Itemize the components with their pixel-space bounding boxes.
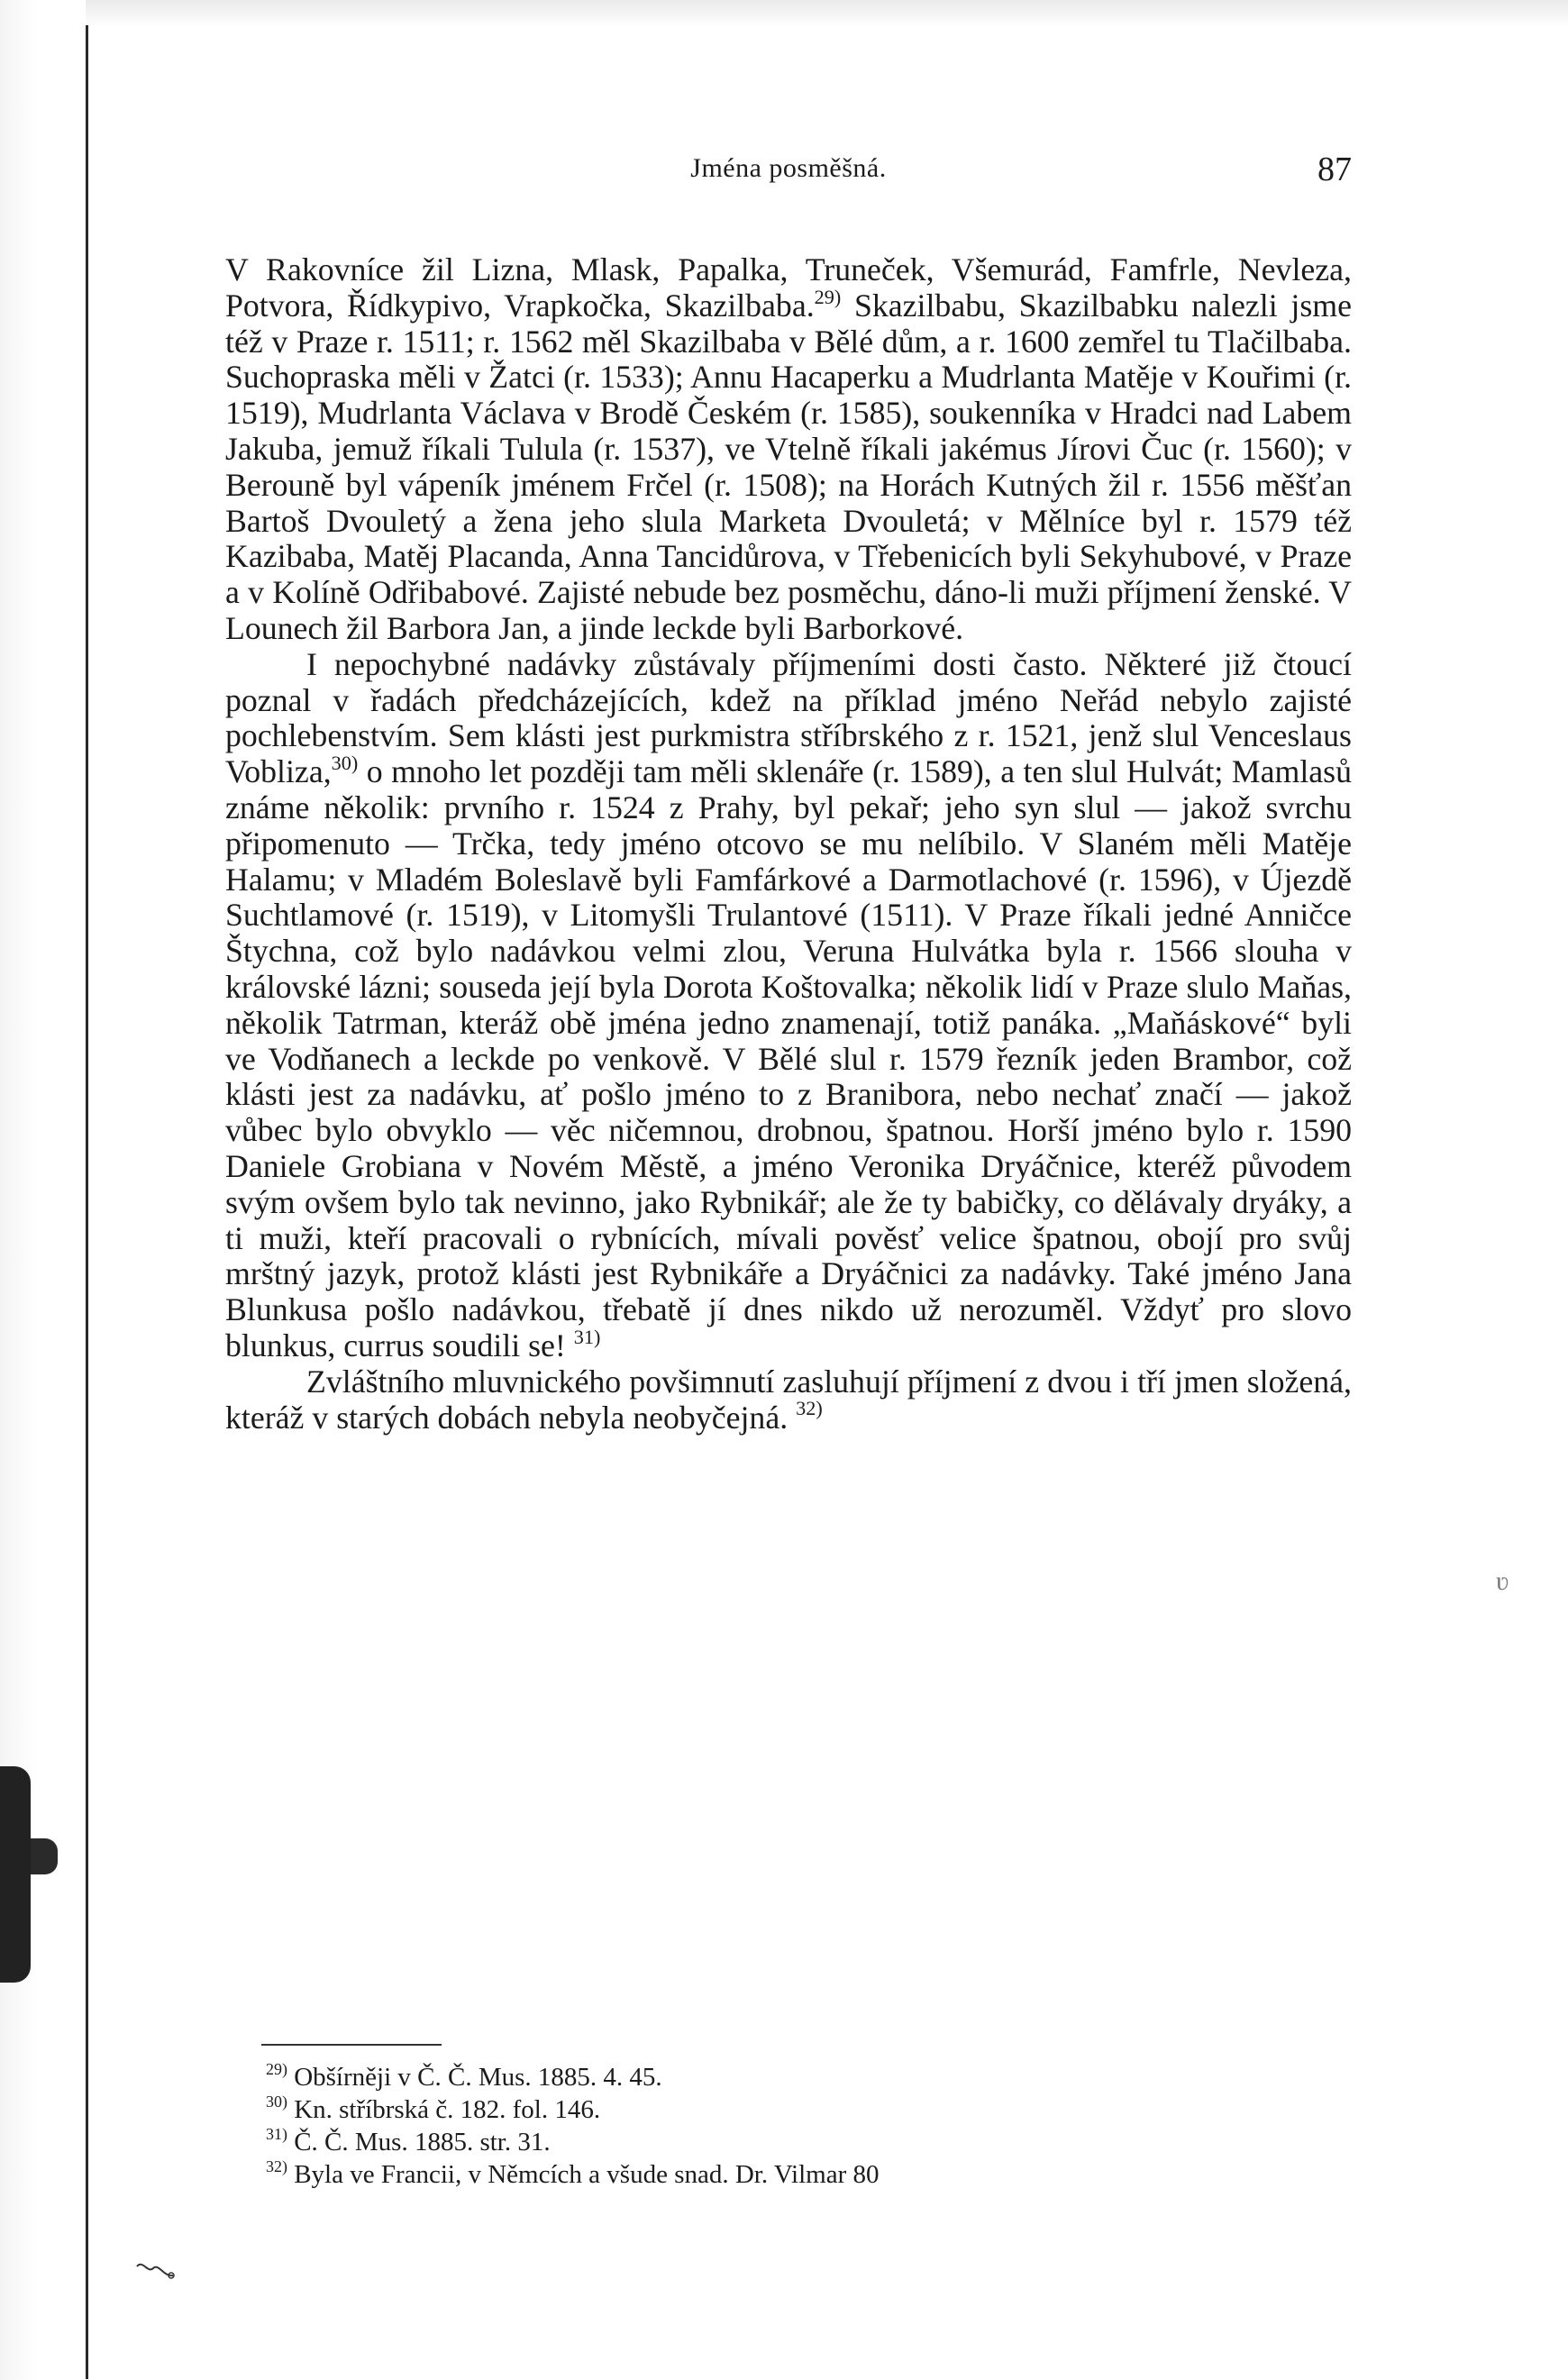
footnote-ref-30: 30) (331, 752, 359, 775)
footnote-text: Byla ve Francii, v Němcích a všude snad. Dr. Vilmar 80 (294, 2160, 880, 2189)
footnote-mark: 30) (266, 2093, 287, 2111)
footnote-ref-29: 29) (814, 285, 842, 308)
paragraph-3 (225, 1364, 1352, 1436)
page-header (225, 150, 1352, 207)
text-run: I nepochybné nadávky zůstávaly příjmeními dosti často. Některé již čtoucí poznal v řadách předcházejících, kdež na příklad jméno Neřád nebylo zajisté pochlebenstvím. Sem klásti jest purkmistra stříbrského z r. 1521, jenž slul Venceslaus Vobliza, (225, 645, 1352, 790)
footnote-29 (266, 2061, 1302, 2093)
footnote-mark: 29) (266, 2060, 287, 2079)
text-run: Zvláštního mluvnického povšimnutí zasluhují příjmení z dvou i tří jmen složená, kteráž v starých dobách nebyla neobyčejná. (225, 1363, 1352, 1436)
binding-dark-blot (0, 1766, 31, 1983)
running-title: Jména posměšná. (690, 153, 887, 183)
binding-notch (31, 1838, 58, 1874)
footnote-text: Obšírněji v Č. Č. Mus. 1885. 4. 45. (294, 2063, 662, 2092)
paragraph-2 (225, 647, 1352, 1364)
footnote-mark: 32) (266, 2157, 287, 2176)
footnote-divider (261, 2044, 442, 2046)
body-text (225, 252, 1352, 1436)
footnote-mark: 31) (266, 2125, 287, 2144)
footnotes (266, 2061, 1302, 2191)
margin-squiggle-mark (135, 2257, 176, 2284)
text-run: o mnoho let později tam měli sklenáře (r. 1589), a ten slul Hulvát; Mamlasů známe několik: prvního r. 1524 z Prahy, byl pekař; jeho syn slul — jakož svrchu připomenuto — Trčka, tedy jméno otcovo se mu nelíbilo. V Slaném měli Matěje Halamu; v Mladém Boleslavě byli Famfárkové a Darmotlachové (r. 1596), v Újezdě Suchtlamové (r. 1519), v Litomyšli Trulantové (1511). V Praze říkali jedné Anničce Štychna, což bylo nadávkou velmi zlou, Veruna Hulvátka byla r. 1566 slouha v královské lázni; souseda její byla Dorota Koštovalka; několik lidí v Praze slulo Maňas, několik Tatrman, kteráž obě jména jedno znamenají, totiž panáka. „Maňáskové“ byli ve Vodňanech a leckde po venkově. V Bělé slul r. 1579 řezník jeden Brambor, což klásti jest za nadávku, ať pošlo jméno to z Branibora, nebo nechať značí — jakož vůbec bylo obvyklo — věc ničemnou, drobnou, špatnou. Horší jméno bylo r. 1590 Daniele Grobiana v Novém Městě, a jméno Veronika Dryáčnice, kteréž původem svým ovšem bylo tak nevinno, jako Rybnikář; ale že ty babičky, co dělávaly dryáky, a ti muži, kteří pracovali o rybnících, mívali pověsť velice špatnou, obojí pro svůj mrštný jazyk, protož klásti jest Rybnikáře a Dryáčnici za nadávky. Také jméno Jana Blunkusa pošlo nadávkou, třebatě jí dnes nikdo už nerozuměl. Vždyť pro slovo blunkus, currus soudili se! (225, 753, 1352, 1363)
footnote-ref-31: 31) (573, 1325, 601, 1348)
margin-stray-mark: ʋ (1496, 1566, 1509, 1596)
paragraph-1 (225, 252, 1352, 647)
binding-edge-line (86, 25, 88, 2379)
footnote-ref-32: 32) (796, 1397, 823, 1420)
page-top-shadow (86, 0, 1568, 27)
footnote-31 (266, 2126, 1302, 2158)
page-left-margin (0, 0, 86, 2380)
text-run: Skazilbabu, Skazilbabku nalezli jsme též v Praze r. 1511; r. 1562 měl Skazilbaba v Bělé dům, a r. 1600 zemřel tu Tlačilbaba. Suchopraska měli v Žatci (r. 1533); Annu Hacaperku a Mudrlanta Matěje v Kouřimi (r. 1519), Mudrlanta Václava v Brodě Českém (r. 1585), soukenníka v Hradci nad Labem Jakuba, jemuž říkali Tulula (r. 1537), ve Vtelně říkali jakémus Jírovi Čuc (r. 1560); v Berouně byl vápeník jménem Frčel (r. 1508); na Horách Kutných žil r. 1556 měšťan Bartoš Dvouletý a žena jeho slula Marketa Dvouletá; v Mělníce byl r. 1579 též Kazibaba, Matěj Placanda, Anna Tancidůrova, v Třebenicích byli Sekyhubové, v Praze a v Kolíně Odřibabové. Zajisté nebude bez posměchu, dáno-li muži příjmení ženské. V Lounech žil Barbora Jan, a jinde leckde byli Barborkové. (225, 287, 1352, 646)
footnote-text: Kn. stříbrská č. 182. fol. 146. (294, 2095, 601, 2124)
footnote-30 (266, 2093, 1302, 2126)
footnote-text: Č. Č. Mus. 1885. str. 31. (294, 2128, 551, 2157)
text-run: V Rakovníce žil Lizna, Mlask, Papalka, Truneček, Všemurád, Famfrle, Nevleza, Potvora, Řídkypivo, Vrapkočka, Skazilbaba. (225, 251, 1352, 324)
footnote-32 (266, 2158, 1302, 2191)
page-number: 87 (1317, 150, 1352, 188)
